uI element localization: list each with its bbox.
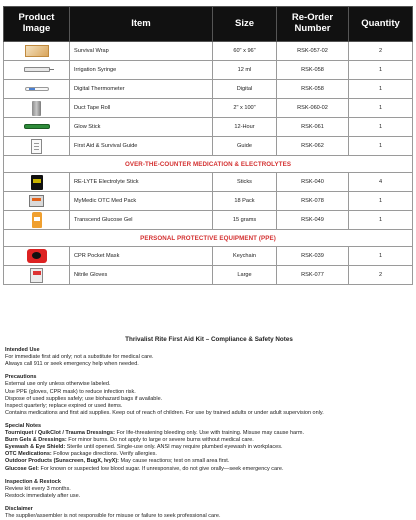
header-item: Item: [70, 7, 213, 42]
table-row: [4, 137, 413, 156]
glow-stick-icon: [24, 124, 50, 129]
item-size: Guide: [213, 137, 277, 156]
item-size: 15 grams: [213, 211, 277, 230]
item-quantity: 1: [349, 61, 413, 80]
electrolyte-pack-icon: [31, 175, 43, 190]
item-reorder-number: RSK-058: [277, 61, 349, 80]
table-row: [4, 99, 413, 118]
header-quantity: Quantity: [349, 7, 413, 42]
notes-special-text: May cause reactions; test on small area first.: [119, 458, 230, 465]
med-pack-icon: [29, 195, 44, 207]
notes-heading-intended-use: Intended Use: [5, 347, 40, 354]
item-reorder-number: RSK-057-02: [277, 42, 349, 61]
notes-special-label: Glucose Gel:: [5, 465, 39, 472]
item-size: 18 Pack: [213, 192, 277, 211]
item-quantity: 1: [349, 118, 413, 137]
notes-heading-disclaimer: Disclaimer: [5, 505, 33, 512]
item-reorder-number: RSK-049: [277, 211, 349, 230]
notes-line: For immediate first aid only; not a substitute for medical care.: [5, 354, 154, 361]
inventory-table: [3, 6, 413, 285]
item-size: Sticks: [213, 173, 277, 192]
notes-special-label: Tourniquet / QuikClot / Trauma Dressings:: [5, 430, 115, 437]
table-header-row: [4, 7, 413, 42]
item-quantity: 2: [349, 42, 413, 61]
notes-special-item: [5, 444, 413, 451]
item-reorder-number: RSK-077: [277, 266, 349, 285]
item-reorder-number: RSK-040: [277, 173, 349, 192]
item-size: Digital: [213, 80, 277, 99]
item-name: Digital Thermometer: [70, 80, 213, 99]
item-size: Large: [213, 266, 277, 285]
notes-line: External use only unless otherwise labeled.: [5, 381, 111, 388]
compliance-notes: [5, 336, 413, 520]
notes-special-item: [5, 437, 413, 444]
table-row: [4, 173, 413, 192]
gloves-icon: [30, 268, 43, 283]
item-name: Nitrile Gloves: [70, 266, 213, 285]
item-quantity: 1: [349, 192, 413, 211]
glucose-gel-icon: [32, 212, 42, 228]
notes-special-label: Eyewash & Eye Shield:: [5, 444, 66, 451]
syringe-icon: [24, 67, 50, 72]
item-name: Survival Wrap: [70, 42, 213, 61]
notes-line: Always call 911 or seek emergency help when needed.: [5, 361, 139, 368]
item-name: MyMedic OTC Med Pack: [70, 192, 213, 211]
item-reorder-number: RSK-060-02: [277, 99, 349, 118]
header-reorder-number: Re-Order Number: [277, 7, 349, 42]
notes-heading-inspection: Inspection & Restock: [5, 478, 61, 485]
table-row: [4, 211, 413, 230]
notes-special-text: For known or suspected low blood sugar. If unresponsive, do not give orally—seek emergency care.: [38, 465, 284, 472]
notes-special-item: [5, 451, 413, 458]
notes-special-label: Burn Gels & Dressings:: [5, 437, 67, 444]
notes-special-text: Sterile until opened. Single-use only. ANSI may require plumbed eyewash in workplaces.: [65, 444, 283, 451]
notes-special-label: Outdoor Products (Sunscreen, BugX, IvyX):: [5, 458, 119, 465]
item-size: 60" x 96": [213, 42, 277, 61]
notes-special-item: [5, 466, 413, 473]
item-reorder-number: RSK-078: [277, 192, 349, 211]
item-size: 12 ml: [213, 61, 277, 80]
item-quantity: 1: [349, 211, 413, 230]
notes-special-text: Follow package directions. Verify allergies.: [51, 451, 157, 458]
item-quantity: 1: [349, 247, 413, 266]
item-reorder-number: RSK-061: [277, 118, 349, 137]
notes-line: The supplier/assembler is not responsible for misuse or failure to seek professional care.: [5, 512, 221, 519]
item-size: Keychain: [213, 247, 277, 266]
table-row: [4, 192, 413, 211]
header-product-image: Product Image: [4, 7, 70, 42]
notes-line: Dispose of used supplies safely; use biohazard bags if available.: [5, 395, 163, 402]
item-reorder-number: RSK-039: [277, 247, 349, 266]
section-title: OVER-THE-COUNTER MEDICATION & ELECTROLYTES: [4, 156, 413, 173]
item-quantity: 1: [349, 80, 413, 99]
notes-special-item: [5, 458, 413, 465]
item-quantity: 2: [349, 266, 413, 285]
item-name: First Aid & Survival Guide: [70, 137, 213, 156]
table-row: [4, 118, 413, 137]
section-header-otc: [4, 156, 413, 173]
notes-line: Contains medications and first aid supplies. Keep out of reach of children. For use by trained adults or under adult supervision only.: [5, 409, 324, 416]
notes-title: Thrivalist Rite First Aid Kit – Compliance & Safety Notes: [125, 336, 293, 343]
item-quantity: 1: [349, 99, 413, 118]
notes-special-text: For minor burns. Do not apply to large or severe burns without medical care.: [66, 437, 254, 444]
table-row: [4, 266, 413, 285]
survival-wrap-icon: [25, 45, 49, 57]
duct-tape-icon: [32, 101, 41, 116]
guide-booklet-icon: [31, 139, 42, 154]
notes-line: Use PPE (gloves, CPR mask) to reduce infection risk.: [5, 388, 136, 395]
table-row: [4, 61, 413, 80]
table-row: [4, 80, 413, 99]
item-quantity: 1: [349, 137, 413, 156]
notes-heading-precautions: Precautions: [5, 374, 37, 381]
notes-line: Review kit every 3 months.: [5, 485, 71, 492]
cpr-mask-icon: [27, 249, 47, 263]
notes-line: Restock immediately after use.: [5, 492, 81, 499]
item-quantity: 4: [349, 173, 413, 192]
item-size: 12-Hour: [213, 118, 277, 137]
item-reorder-number: RSK-062: [277, 137, 349, 156]
table-row: [4, 247, 413, 266]
header-size: Size: [213, 7, 277, 42]
item-reorder-number: RSK-058: [277, 80, 349, 99]
table-row: [4, 42, 413, 61]
item-name: Duct Tape Roll: [70, 99, 213, 118]
thermometer-icon: [25, 87, 49, 91]
item-name: Transcend Glucose Gel: [70, 211, 213, 230]
item-name: CPR Pocket Mask: [70, 247, 213, 266]
section-title: PERSONAL PROTECTIVE EQUIPMENT (PPE): [4, 230, 413, 247]
notes-special-item: [5, 430, 413, 437]
item-name: RE-LYTE Electrolyte Stick: [70, 173, 213, 192]
notes-special-text: For life-threatening bleeding only. Use with training. Misuse may cause harm.: [114, 430, 305, 437]
item-size: 2" x 100": [213, 99, 277, 118]
notes-line: Inspect quarterly; replace expired or used items.: [5, 402, 123, 409]
notes-special-label: OTC Medications:: [5, 451, 52, 458]
section-header-ppe: [4, 230, 413, 247]
notes-heading-special: Special Notes: [5, 422, 42, 429]
item-name: Irrigation Syringe: [70, 61, 213, 80]
item-name: Glow Stick: [70, 118, 213, 137]
